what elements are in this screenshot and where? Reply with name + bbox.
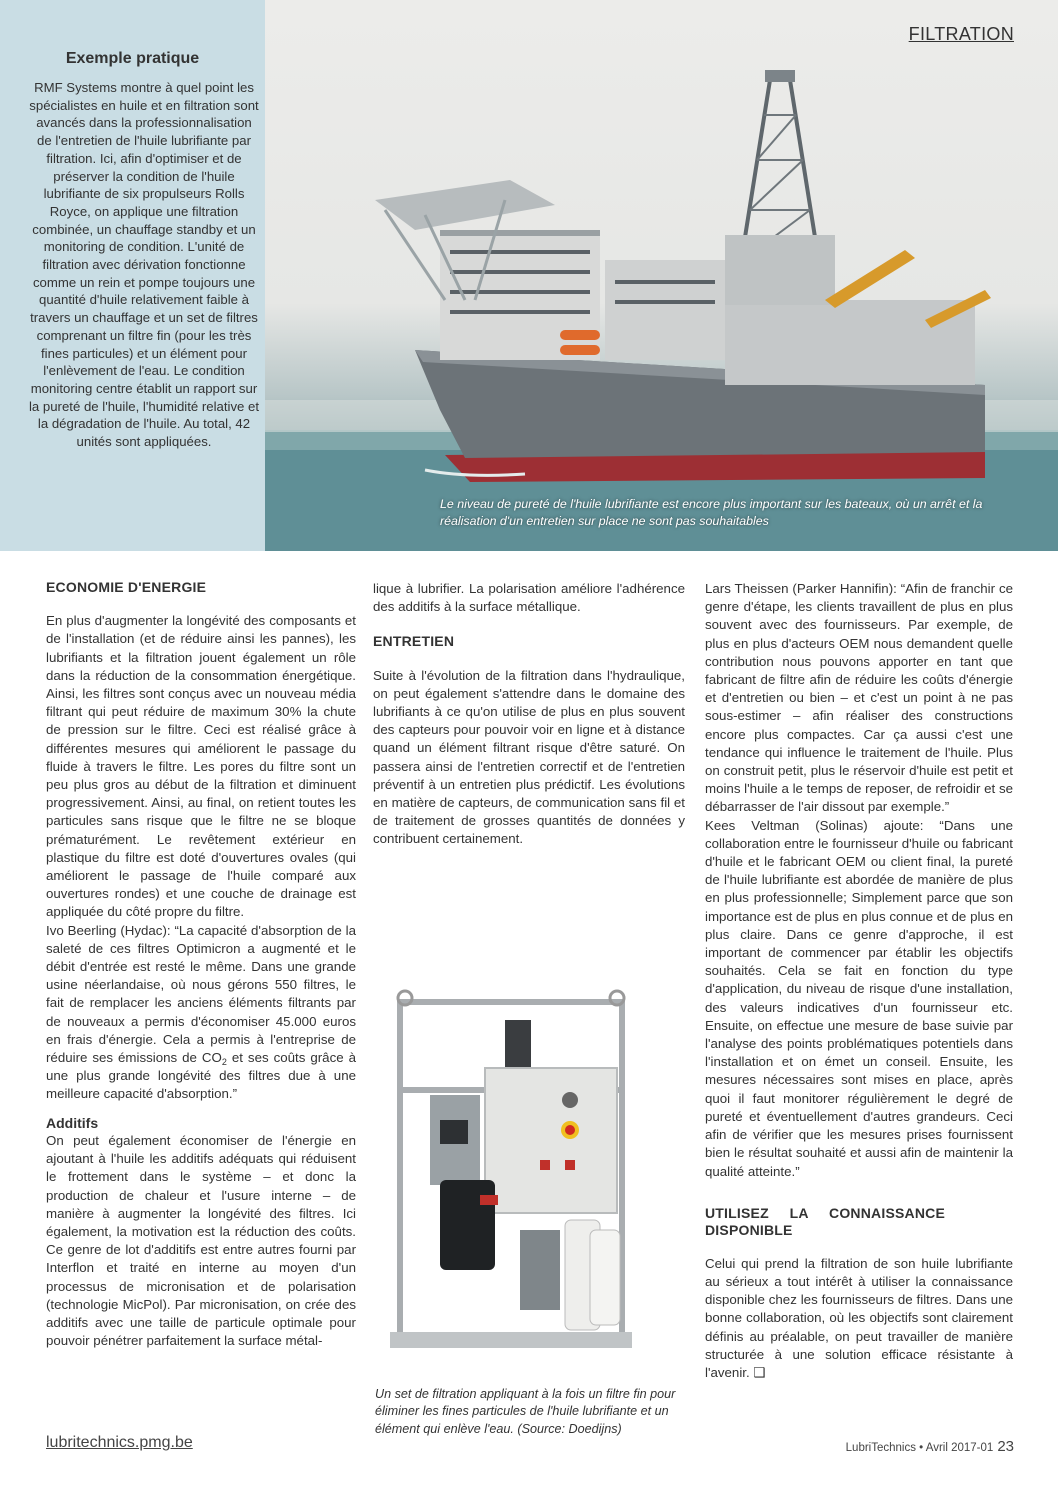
paragraph-economie: En plus d'augmenter la longévité des composants et de l'installation (et de réduire ainsi les pannes), les lubrifiants et la filtration jouent également un rôle dans la réduction de la consommation énergétique. Ainsi, les filtres sont conçus avec un nouveau média filtrant qui peut réduire de maximum 30% la chute de pression sur le filtre. Ceci est réalisé grâce à différentes mesures qui améliorent le passage du fluide à travers le filtre. Les pores du filtre sont un peu plus gros au début de la filtration et diminuent progressivement. Ainsi, au final, on retient toutes les particules sans risque que le filtre ne se bloque prématurément. Le revêtement extérieur en plastique du filtre est doté d'ouvertures ovales (qui améliorent le passage de l'huile comparé aux ouvertures rondes) et une couche de drainage est appliquée du côté propre du filtre. bbox=[46, 613, 356, 920]
filter-unit-photo bbox=[380, 980, 642, 1372]
footer-website[interactable]: lubritechnics.pmg.be bbox=[46, 1434, 193, 1451]
paragraph-beerling: Ivo Beerling (Hydac): “La capacité d'absorption de la saleté de ces filtres Optimicron a augmenté et le débit d'entrée est resté le même. Dans une grande usine néerlandaise, où nous gérons 550 filtres, le fait de remplacer les anciens éléments filtrants par de nouveaux a permis d'économiser 45.000 euros en frais d'énergie. Cela a permis à l'entreprise de réduire ses émissions de $CO_2$ et ses coûts grâce à une plus grande longévité des filtres due à une meilleure capacité d'absorption.” bbox=[46, 922, 356, 1102]
column-3 bbox=[705, 580, 1013, 1382]
ship-photo bbox=[265, 0, 1058, 551]
sidebar-title: Exemple pratique bbox=[65, 50, 200, 67]
paragraph-theissen: Lars Theissen (Parker Hannifin): “Afin de franchir ce genre d'étape, les clients travaillent de plus en plus souvent avec des fournisseurs. Par exemple, de plus en plus d'acteurs OEM nous demandent quelle contribution nous pouvons apporter en tant que fabricant de filtre afin de réduire les coûts d'énergie et d'entretien ou bien – et c'est un point à ne pas sous-estimer – afin réaliser des constructions encore plus compactes. Car ça aussi c'est une tendance qui influence le traitement de l'huile. Plus on construit petit, plus le réservoir d'huile est petit et moins l'huile a le temps de reposer, de refroidir et se débarrasser de l'air dissout par exemple.” bbox=[705, 581, 1013, 815]
column-1 bbox=[46, 578, 356, 1350]
subheading-additifs: Additifs bbox=[46, 1114, 99, 1131]
paragraph-entretien: Suite à l'évolution de la filtration dans l'hydraulique, on peut également s'attendre dans le domaine des lubrifiants à ce qu'on utilise de plus en plus souvent des capteurs pour pouvoir voir en ligne et à distance quand un élément filtrant risque d'être saturé. On passera ainsi de l'entretien correctif et de l'entretien préventif à un entretien plus prédictif. Les évolutions en matière de capteurs, de communication sans fil et de traitement de grosses quantités de données y contribuent certainement. bbox=[373, 667, 685, 847]
end-mark-icon: ❑ bbox=[753, 1364, 766, 1380]
paragraph-veltman: Kees Veltman (Solinas) ajoute: “Dans une collaboration entre le fournisseur d'huile ou fabricant d'huile et le fabricant OEM ou client final, la pureté de l'huile lubrifiante est abordée de manière de plus en plus professionnelle; Simplement parce que son importance est de plus en plus connue et de plus en plus claire. Dans ce genre d'approche, il est important de commencer par établir les objectifs souhaités. Cela se fait en fonction du type d'application, du niveau de risque d'une installation, des valeurs indicatives d'un fournisseur etc. Ensuite, on effectue une mesure de base suivie par l'analyse des points problématiques potentiels dans l'installation et on émet un conseil. Ensuite, les mesures nécessaires sont mises en place, après quoi il faut monitorer régulièrement le degré de pureté et éventuellement d'autres grandeurs. Ceci afin de vérifier que les mesures prises fournissent bien le résultat souhaité et aussi afin de maintenir la qualité atteinte.” bbox=[705, 817, 1013, 1179]
filter-caption: Un set de filtration appliquant à la fois un filtre fin pour éliminer les fines particules de l'huile lubrifiante et un élément qui enlève l'eau. (Source: Doedijns) bbox=[375, 1387, 676, 1436]
photo-caption: Le niveau de pureté de l'huile lubrifiante est encore plus important sur les bateaux, où un arrêt et la réalisation d'un entretien sur place ne sont pas souhaitables bbox=[440, 497, 983, 528]
sidebar-body: RMF Systems montre à quel point les spécialistes en huile et en filtration sont avancés dans la professionnalisation de l'entretien de l'huile lubrifiante par filtration. Ici, afin d'optimiser et de préserver la condition de l'huile lubrifiante de six propulseurs Rolls Royce, on applique une filtration combinée, un chauffage standby et un monitoring de condition. L'unité de filtration avec dérivation fonctionne comme un rein et pompe toujours une quantité d'huile relativement faible à travers un chauffage et un set de filtres comprenant un filtre fin (pour les très fines particules) et un élément pour l'enlèvement de l'eau. Le condition monitoring centre établit un rapport sur la pureté de l'huile, l'humidité relative et la dégradation de l'huile. Au total, 42 unités sont appliquées. bbox=[28, 80, 260, 450]
column-2 bbox=[373, 580, 685, 849]
paragraph-conclusion: Celui qui prend la filtration de son huile lubrifiante au sérieux a tout intérêt à utiliser la connaissance disponible chez les fournisseurs de filtres. Dans une bonne collaboration, où les objectifs sont clairement définis au préalable, on peut travailler de manière structurée à une solution efficace résistante à l'avenir. ❑ bbox=[705, 1255, 1013, 1380]
issue-label: LubriTechnics • Avril 2017-01 bbox=[845, 1442, 994, 1454]
heading-connaissance: UTILISEZ LA CONNAISSANCE DISPONIBLE bbox=[705, 1204, 945, 1238]
heading-economie: ECONOMIE D'ENERGIE bbox=[46, 579, 207, 595]
paragraph-continuation: lique à lubrifier. La polarisation améliore l'adhérence des additifs à la surface métallique. bbox=[373, 581, 685, 615]
sidebar-box bbox=[0, 0, 265, 551]
section-tag: FILTRATION bbox=[908, 24, 1014, 44]
footer-issue bbox=[846, 1438, 1014, 1455]
page-number: 23 bbox=[997, 1438, 1014, 1455]
heading-entretien: ENTRETIEN bbox=[373, 633, 455, 650]
drillship-illustration bbox=[265, 0, 1058, 551]
paragraph-additifs: On peut également économiser de l'énergie en ajoutant à l'huile les additifs adéquats qui réduisent le frottement dans le système – et donc la production de chaleur et l'usure interne – de manière à augmenter la longévité des filtres. Ici également, la motivation est la réduction des coûts. Ce genre de lot d'additifs est entre autres fourni par Interflon et traité en interne au moyen d'un processus de micronisation et de polarisation (technologie MicPol). Par micronisation, on crée des additifs avec une taille de particule optimale pour pouvoir pénétrer parfaitement la surface métal- bbox=[46, 1132, 356, 1349]
